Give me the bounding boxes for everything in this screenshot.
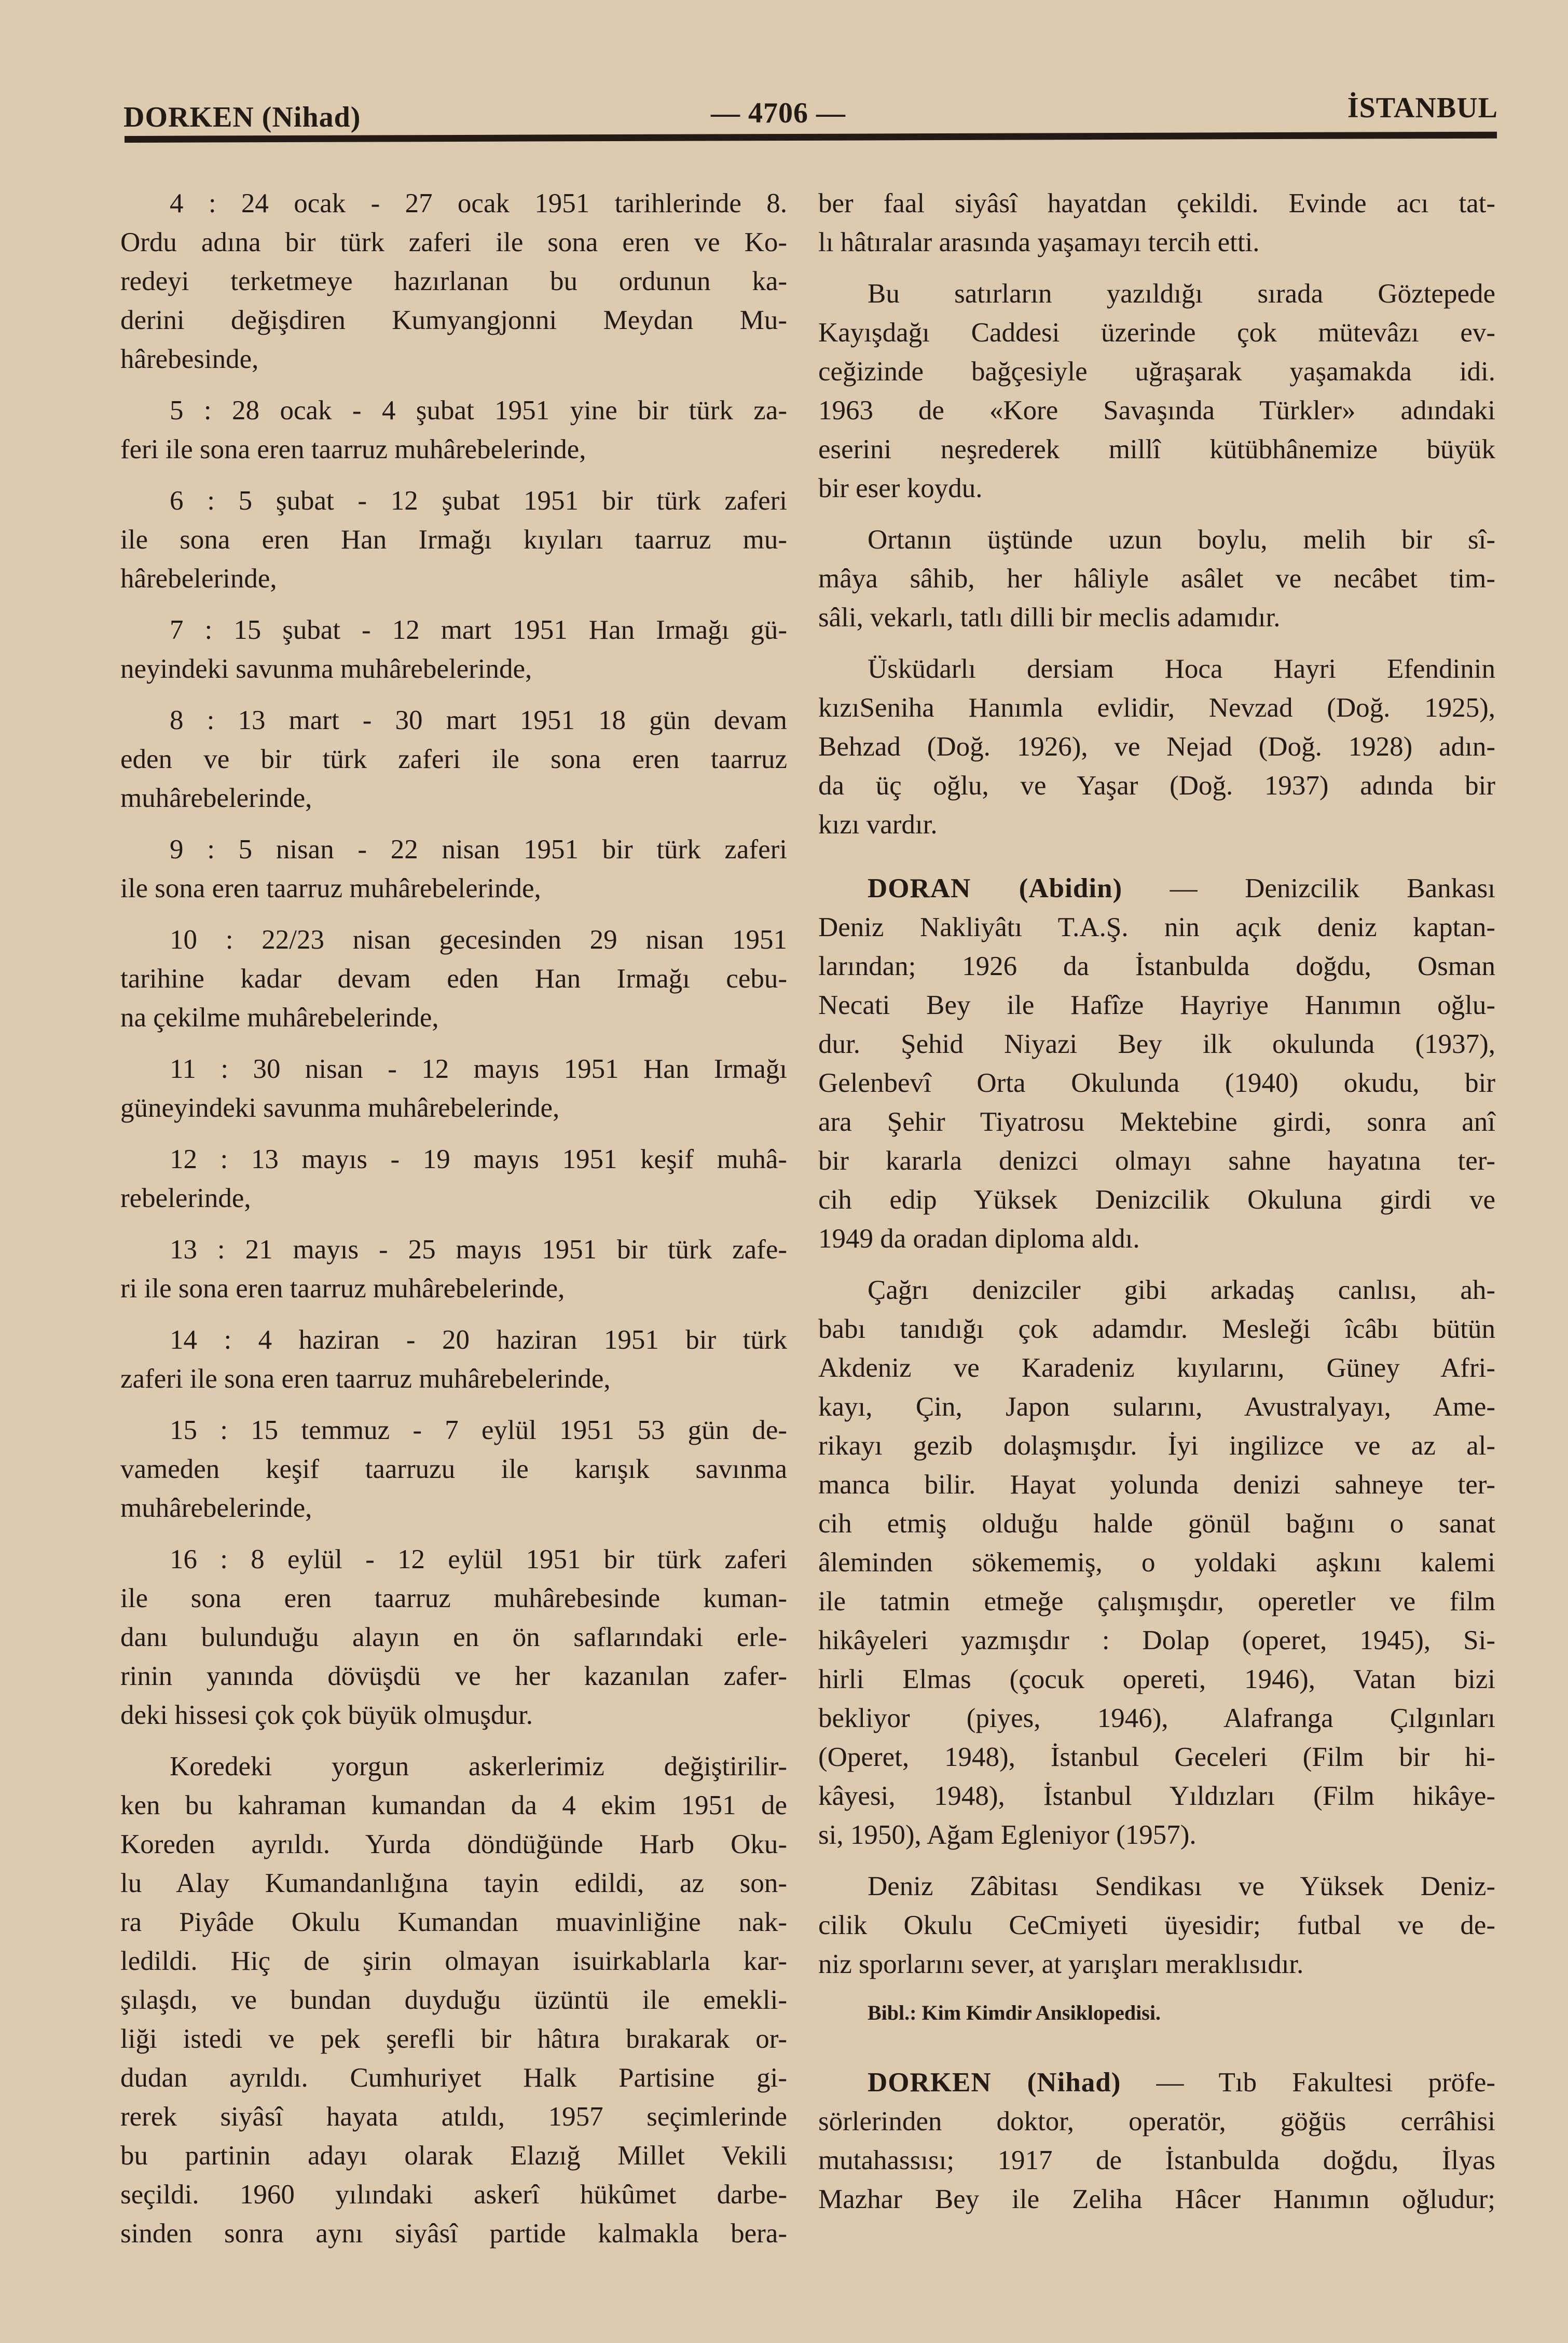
text-line: 15 : 15 temmuz - 7 eylül 1951 53 gün de-: [170, 1415, 787, 1445]
text-line: Deniz Nakliyâtı T.A.Ş. nin açık deniz kaptan-: [818, 912, 1495, 942]
text-line: kızıSeniha Hanımla evlidir, Nevzad (Doğ. 1925),: [818, 693, 1495, 723]
text-line: cilik Okulu CeCmiyeti üyesidir; futbal ve de-: [818, 1910, 1495, 1940]
entry-description: — Denizcilik Bankası: [1170, 873, 1496, 903]
text-line: liği istedi ve pek şerefli bir hâtıra bırakarak or-: [120, 2024, 787, 2054]
text-line: si, 1950), Ağam Egleniyor (1957).: [818, 1820, 1196, 1850]
paragraph: [120, 611, 787, 689]
text-line: âleminden sökememiş, o yoldaki aşkını kalemi: [818, 1547, 1495, 1578]
text-line: 13 : 21 mayıs - 25 mayıs 1951 bir türk zafe-: [170, 1235, 787, 1265]
running-head-city: İSTANBUL: [1347, 92, 1498, 124]
entry-name: DORAN (Abidin): [868, 873, 1123, 903]
text-line: 6 : 5 şubat - 12 şubat 1951 bir türk zaferi: [170, 486, 787, 516]
text-line: na çekilme muhârebelerinde,: [120, 1003, 439, 1033]
text-line: Çağrı denizciler gibi arkadaş canlısı, ah-: [868, 1275, 1495, 1305]
text-line: Ordu adına bir türk zaferi ile sona eren ve Ko-: [120, 227, 787, 257]
text-line: Gelenbevî Orta Okulunda (1940) okudu, bir: [818, 1068, 1495, 1098]
text-line: lı hâtıralar arasında yaşamayı tercih etti.: [818, 227, 1260, 257]
text-line: ledildi. Hiç de şirin olmayan isuirkablarla kar-: [120, 1946, 787, 1976]
text-line: [818, 2063, 1495, 2102]
text-line: eden ve bir türk zaferi ile sona eren taarruz: [120, 744, 787, 774]
text-line: rinin yanında dövüşdü ve her kazanılan zafer-: [120, 1661, 787, 1691]
text-line: rebelerinde,: [120, 1183, 251, 1213]
text-line: 7 : 15 şubat - 12 mart 1951 Han Irmağı gü-: [170, 615, 787, 645]
text-line: hirli Elmas (çocuk opereti, 1946), Vatan bizi: [818, 1664, 1495, 1694]
text-line: babı tanıdığı çok adamdır. Mesleği îcâbı bütün: [818, 1314, 1495, 1344]
text-line: manca bilir. Hayat yolunda denizi sahneye ter-: [818, 1470, 1495, 1500]
text-line: Mazhar Bey ile Zeliha Hâcer Hanımın oğludur;: [818, 2184, 1495, 2214]
paragraph: [120, 1230, 787, 1308]
text-line: dur. Şehid Niyazi Bey ilk okulunda (1937),: [818, 1029, 1495, 1059]
paragraph: [120, 391, 787, 469]
paragraph: [818, 275, 1495, 508]
text-line: muhârebelerinde,: [120, 783, 312, 813]
text-line: muhârebelerinde,: [120, 1493, 312, 1523]
text-line: ile sona eren taarruz muhârebelerinde,: [120, 873, 541, 903]
text-line: cih edip Yüksek Denizcilik Okuluna girdi ve: [818, 1185, 1495, 1215]
paragraph: [120, 701, 787, 818]
paragraph: [818, 1271, 1495, 1855]
text-line: Deniz Zâbitası Sendikası ve Yüksek Deniz-: [868, 1871, 1495, 1901]
text-line: 1963 de «Kore Savaşında Türkler» adındaki: [818, 395, 1495, 426]
paragraph: [120, 1411, 787, 1528]
text-line: vameden keşif taarruzu ile karışık savınma: [120, 1454, 787, 1484]
text-line: (Operet, 1948), İstanbul Geceleri (Film bir hi-: [818, 1742, 1495, 1772]
text-line: ber faal siyâsî hayatdan çekildi. Evinde acı tat-: [818, 188, 1495, 218]
text-line: kayı, Çin, Japon sularını, Avustralyayı, Ame-: [818, 1392, 1495, 1422]
text-line: hârebelerinde,: [120, 564, 277, 594]
text-line: Koreden ayrıldı. Yurda döndüğünde Harb Oku-: [120, 1829, 787, 1859]
text-line: lu Alay Kumandanlığına tayin edildi, az son-: [120, 1868, 787, 1898]
entry-name: DORKEN (Nihad): [868, 2067, 1121, 2098]
text-line: eserini neşrederek millî kütübhânemize büyük: [818, 434, 1495, 464]
text-line: zaferi ile sona eren taarruz muhârebelerinde,: [120, 1364, 611, 1394]
paragraph: [120, 1050, 787, 1128]
text-line: 10 : 22/23 nisan gecesinden 29 nisan 1951: [170, 925, 787, 955]
text-line: 12 : 13 mayıs - 19 mayıs 1951 keşif muhâ-: [170, 1144, 787, 1174]
text-line: tarihine kadar devam eden Han Irmağı cebu-: [120, 964, 787, 994]
entry-paragraph: [818, 869, 1495, 1258]
text-line: Bu satırların yazıldığı sırada Göztepede: [868, 279, 1495, 309]
paragraph: [120, 184, 787, 379]
right-column: [818, 184, 1495, 2231]
text-line: 9 : 5 nisan - 22 nisan 1951 bir türk zaferi: [170, 834, 787, 865]
text-line: 8 : 13 mart - 30 mart 1951 18 gün devam: [170, 705, 787, 735]
text-line: mutahassısı; 1917 de İstanbulda doğdu, İlyas: [818, 2145, 1495, 2175]
text-line: neyindeki savunma muhârebelerinde,: [120, 654, 532, 684]
text-line: bir kararla denizci olmayı sahne hayatına ter-: [818, 1146, 1495, 1176]
text-line: Üsküdarlı dersiam Hoca Hayri Efendinin: [868, 654, 1495, 684]
page-number: — 4706 —: [711, 97, 846, 129]
text-line: 14 : 4 haziran - 20 haziran 1951 bir türk: [170, 1325, 787, 1355]
text-line: ile sona eren Han Irmağı kıyıları taarruz mu-: [120, 525, 787, 555]
paragraph: [818, 650, 1495, 844]
paragraph: [120, 1321, 787, 1399]
running-head-entry: DORKEN (Nihad): [123, 101, 361, 133]
text-line: güneyindeki savunma muhârebelerinde,: [120, 1093, 560, 1123]
text-line: sörlerinden doktor, operatör, göğüs cerrâhisi: [818, 2106, 1495, 2136]
text-line: 1949 da oradan diploma aldı.: [818, 1224, 1140, 1254]
text-line: niz sporlarını sever, at yarışları meraklısıdır.: [818, 1949, 1304, 1979]
text-line: rerek siyâsî hayata atıldı, 1957 seçimlerinde: [120, 2102, 787, 2132]
text-line: mâya sâhib, her hâliyle asâlet ve necâbet tim-: [818, 564, 1495, 594]
text-line: hikâyeleri yazmışdır : Dolap (operet, 1945), Si-: [818, 1625, 1495, 1655]
text-line: Bibl.: Kim Kimdir Ansiklopedisi.: [868, 2001, 1161, 2024]
text-line: seçildi. 1960 yılındaki askerî hükûmet darbe-: [120, 2180, 787, 2210]
paragraph: [818, 1867, 1495, 1984]
text-line: ri ile sona eren taarruz muhârebelerinde,: [120, 1273, 565, 1304]
paragraph: [120, 482, 787, 598]
left-column: [120, 184, 787, 2266]
paragraph: [120, 830, 787, 908]
text-line: Koredeki yorgun askerlerimiz değiştirilir-: [170, 1751, 787, 1782]
text-line: Kayışdağı Caddesi üzerinde çok mütevâzı ev-: [818, 318, 1495, 348]
text-line: bu partinin adayı olarak Elazığ Millet Vekili: [120, 2141, 787, 2171]
text-line: deki hissesi çok çok büyük olmuşdur.: [120, 1700, 533, 1730]
text-line: rikayı gezib dolaşmışdır. İyi ingilizce ve az al-: [818, 1431, 1495, 1461]
text-line: [818, 869, 1495, 908]
text-line: ra Piyâde Okulu Kumandan muavinliğine nak-: [120, 1907, 787, 1937]
text-line: Behzad (Doğ. 1926), ve Nejad (Doğ. 1928) adın-: [818, 732, 1495, 762]
text-line: ile tatmin etmeğe çalışmışdır, operetler ve film: [818, 1586, 1495, 1616]
entry-paragraph: [818, 2063, 1495, 2219]
paragraph: [818, 184, 1495, 262]
text-line: ken bu kahraman kumandan da 4 ekim 1951 de: [120, 1790, 787, 1820]
text-line: dudan ayrıldı. Cumhuriyet Halk Partisine gi-: [120, 2063, 787, 2093]
text-line: redeyi terketmeye hazırlanan bu ordunun ka-: [120, 266, 787, 296]
text-line: sinden sonra aynı siyâsî partide kalmakla bera-: [120, 2218, 787, 2249]
paragraph: [120, 1140, 787, 1218]
text-line: da üç oğlu, ve Yaşar (Doğ. 1937) adında bir: [818, 771, 1495, 801]
text-line: kızı vardır.: [818, 810, 938, 840]
paragraph: [120, 921, 787, 1037]
text-line: Necati Bey ile Hafîze Hayriye Hanımın oğlu-: [818, 990, 1495, 1020]
entry-description: — Tıb Fakultesi pröfe-: [1156, 2067, 1495, 2098]
text-line: ceğizinde bağçesiyle uğraşarak yaşamakda idi.: [818, 357, 1495, 387]
text-line: ile sona eren taarruz muhârebesinde kuman-: [120, 1583, 787, 1613]
text-line: kâyesi, 1948), İstanbul Yıldızları (Film hikâye-: [818, 1781, 1495, 1811]
text-line: danı bulunduğu alayın en ön saflarındaki erle-: [120, 1622, 787, 1652]
text-line: 5 : 28 ocak - 4 şubat 1951 yine bir türk za-: [170, 395, 787, 426]
text-line: bir eser koydu.: [818, 473, 983, 503]
bibliography: [818, 1993, 1495, 2032]
text-line: 11 : 30 nisan - 12 mayıs 1951 Han Irmağı: [170, 1054, 787, 1084]
paragraph: [120, 1747, 787, 2253]
text-line: larından; 1926 da İstanbulda doğdu, Osman: [818, 951, 1495, 981]
text-line: Ortanın üştünde uzun boylu, melih bir sî-: [868, 525, 1495, 555]
text-line: sâli, vekarlı, tatlı dilli bir meclis adamıdır.: [818, 602, 1281, 633]
text-line: cih etmiş olduğu halde gönül bağını o sanat: [818, 1509, 1495, 1539]
text-line: derini değişdiren Kumyangjonni Meydan Mu-: [120, 305, 787, 335]
text-line: feri ile sona eren taarruz muhârebelerinde,: [120, 434, 586, 464]
text-line: 16 : 8 eylül - 12 eylül 1951 bir türk zaferi: [170, 1544, 787, 1574]
text-line: bekliyor (piyes, 1946), Alafranga Çılgınları: [818, 1703, 1495, 1733]
paragraph: [818, 520, 1495, 637]
paragraph: [120, 1540, 787, 1735]
text-line: hârebesinde,: [120, 344, 259, 374]
text-line: şılaşdı, ve bundan duyduğu üzüntü ile emekli-: [120, 1985, 787, 2015]
text-line: Akdeniz ve Karadeniz kıyılarını, Güney Afri-: [818, 1353, 1495, 1383]
text-line: ara Şehir Tiyatrosu Mektebine girdi, sonra anî: [818, 1107, 1495, 1137]
text-line: 4 : 24 ocak - 27 ocak 1951 tarihlerinde 8.: [170, 188, 787, 218]
